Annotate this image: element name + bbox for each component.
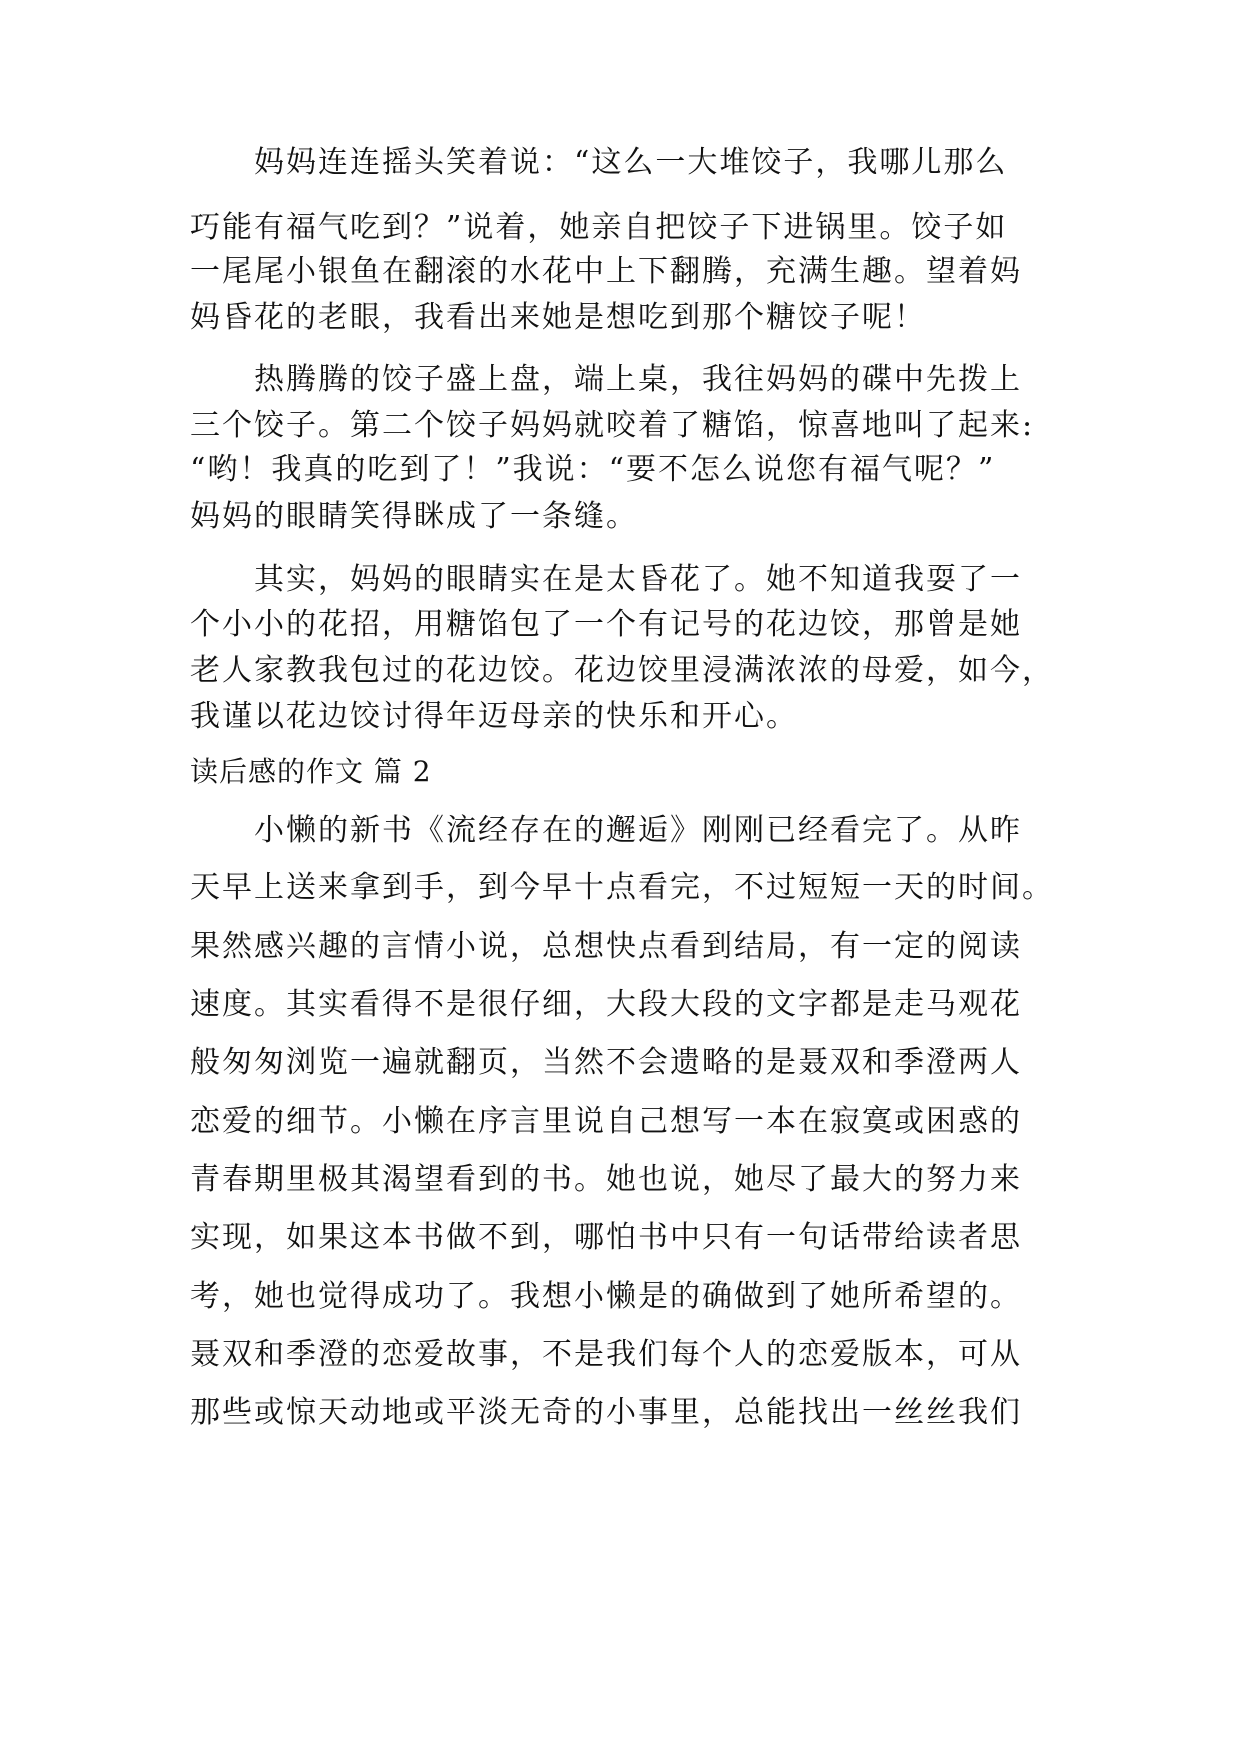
text-line: 实现，如果这本书做不到，哪怕书中只有一句话带给读者思: [190, 1220, 1022, 1255]
text-line: 速度。其实看得不是很仔细，大段大段的文字都是走马观花: [190, 987, 1022, 1022]
text-line: 个小小的花招，用糖馅包了一个有记号的花边饺，那曾是她: [190, 607, 1022, 642]
text-line: 恋爱的细节。小懒在序言里说自己想写一本在寂寞或困惑的: [190, 1104, 1022, 1139]
text-line: 巧能有福气吃到？”说着，她亲自把饺子下进锅里。饺子如: [190, 210, 1008, 245]
text-line: 我谨以花边饺讨得年迈母亲的快乐和开心。: [190, 699, 798, 734]
text-line: 小懒的新书《流经存在的邂逅》刚刚已经看完了。从昨: [254, 813, 1022, 848]
text-line: 其实，妈妈的眼睛实在是太昏花了。她不知道我耍了一: [254, 562, 1022, 597]
text-line: 那些或惊天动地或平淡无奇的小事里，总能找出一丝丝我们: [190, 1395, 1022, 1430]
text-line: 考，她也觉得成功了。我想小懒是的确做到了她所希望的。: [190, 1279, 1022, 1314]
text-line: 天早上送来拿到手，到今早十点看完，不过短短一天的时间。: [190, 870, 1054, 905]
text-line: 妈妈的眼睛笑得眯成了一条缝。: [190, 499, 638, 534]
text-line: 聂双和季澄的恋爱故事，不是我们每个人的恋爱版本，可从: [190, 1337, 1022, 1372]
text-line: 果然感兴趣的言情小说，总想快点看到结局，有一定的阅读: [190, 929, 1022, 964]
text-line: 般匆匆浏览一遍就翻页，当然不会遗略的是聂双和季澄两人: [190, 1045, 1022, 1080]
text-line: 老人家教我包过的花边饺。花边饺里浸满浓浓的母爱，如今，: [190, 653, 1054, 688]
text-line: 青春期里极其渴望看到的书。她也说，她尽了最大的努力来: [190, 1162, 1022, 1197]
text-line: “哟！我真的吃到了！”我说：“要不怎么说您有福气呢？”: [190, 452, 996, 487]
text-line: 妈昏花的老眼，我看出来她是想吃到那个糖饺子呢！: [190, 300, 926, 335]
section-heading: 读后感的作文 篇 2: [190, 755, 432, 788]
text-line: 一尾尾小银鱼在翻滚的水花中上下翻腾，充满生趣。望着妈: [190, 254, 1022, 289]
text-line: 三个饺子。第二个饺子妈妈就咬着了糖馅，惊喜地叫了起来:: [190, 408, 1035, 443]
text-line: 妈妈连连摇头笑着说：“这么一大堆饺子，我哪儿那么: [254, 145, 1008, 180]
text-line: 热腾腾的饺子盛上盘，端上桌，我往妈妈的碟中先拨上: [254, 362, 1022, 397]
